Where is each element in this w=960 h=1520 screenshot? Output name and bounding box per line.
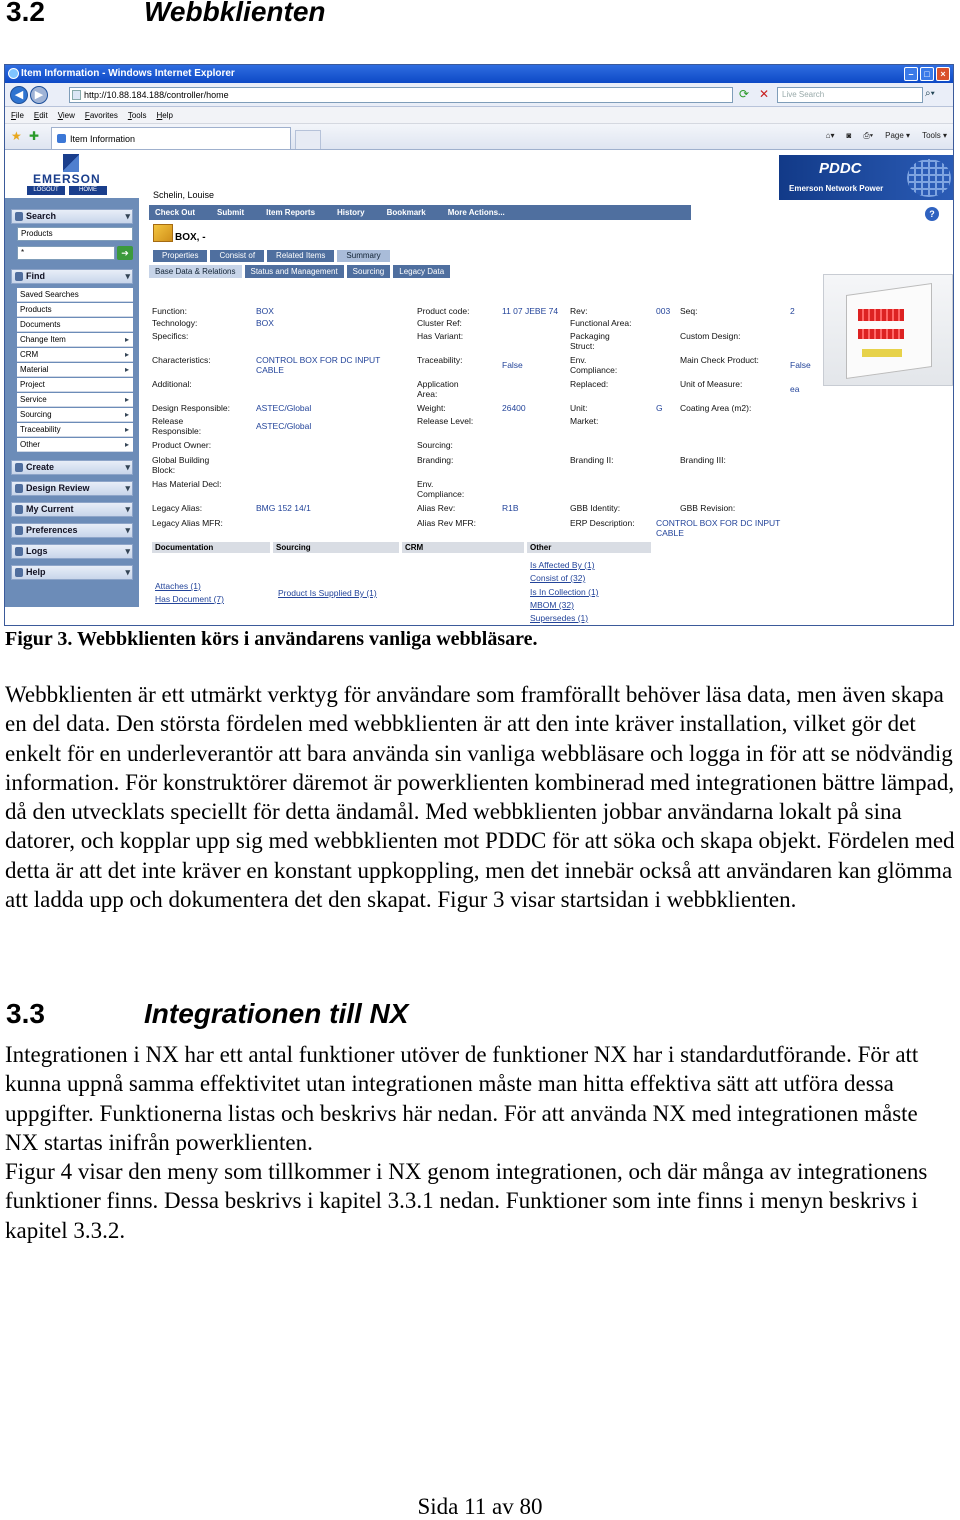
add-favorite-icon[interactable]: ✚	[29, 129, 40, 143]
tab-properties[interactable]: Properties	[153, 250, 207, 262]
pddc-banner	[779, 155, 954, 200]
pddc-subtitle: Emerson Network Power	[789, 184, 884, 193]
brand-name: EMERSON	[33, 172, 101, 186]
ie-icon	[8, 68, 19, 79]
sidebar-item-saved-searches[interactable]: Saved Searches	[17, 288, 133, 302]
section-title: Integrationen till NX	[144, 998, 409, 1029]
back-icon[interactable]: ◀	[10, 86, 28, 104]
field-label: Legacy Alias:	[152, 503, 203, 513]
sidebar-section-find[interactable]: Find ▾	[11, 269, 133, 284]
field-label: ERP Description:	[570, 518, 635, 528]
box-item-icon	[153, 224, 173, 242]
field-label: Has Variant:	[417, 331, 464, 341]
history-button[interactable]: History	[337, 208, 365, 217]
field-label: Struct:	[570, 341, 595, 351]
emerson-mark-icon	[63, 154, 79, 172]
sidebar-item-products[interactable]: Products	[17, 303, 133, 317]
field-label: Compliance:	[570, 365, 618, 375]
subtab-base-data[interactable]: Base Data & Relations	[149, 265, 242, 278]
refresh-icon[interactable]: ⟳	[739, 87, 750, 101]
field-label: Characteristics:	[152, 355, 211, 365]
live-search-input[interactable]: Live Search	[777, 87, 923, 103]
subtab-legacy-data[interactable]: Legacy Data	[393, 265, 450, 278]
help-icon[interactable]: ?	[925, 207, 939, 221]
field-label: Sourcing:	[417, 440, 453, 450]
field-value: False	[790, 360, 811, 370]
link-is-affected-by[interactable]: Is Affected By (1)	[530, 560, 595, 570]
section-crm: CRM	[402, 542, 524, 553]
bookmark-button[interactable]: Bookmark	[386, 208, 426, 217]
item-tabs	[153, 250, 390, 262]
sidebar	[5, 152, 139, 607]
field-value: ASTEC/Global	[256, 403, 312, 413]
emerson-logo	[5, 152, 139, 198]
tab-summary[interactable]: Summary	[337, 250, 389, 262]
menu-view[interactable]: View	[57, 111, 75, 120]
logged-in-user: Schelin, Louise	[153, 190, 215, 200]
address-bar	[5, 83, 953, 107]
link-has-document[interactable]: Has Document (7)	[155, 594, 224, 604]
subtab-sourcing[interactable]: Sourcing	[347, 265, 391, 278]
tab-bar	[5, 124, 953, 150]
item-subtabs	[149, 265, 450, 278]
browser-screenshot	[4, 64, 954, 626]
menu-bar	[5, 107, 953, 124]
sidebar-item-sourcing[interactable]: Sourcing ▸	[17, 408, 133, 422]
body-text-block	[5, 1040, 955, 1245]
field-value: CABLE	[656, 528, 684, 538]
field-value: 2	[790, 306, 795, 316]
menu-tools[interactable]: Tools	[127, 111, 147, 120]
field-label: Specifics:	[152, 331, 189, 341]
field-label: Traceability:	[417, 355, 463, 365]
section-other: Other	[527, 542, 651, 553]
link-attaches[interactable]: Attaches (1)	[155, 581, 201, 591]
page-footer: Sida 11 av 80	[417, 1494, 543, 1519]
field-label: Alias Rev:	[417, 503, 456, 513]
field-label: Additional:	[152, 379, 192, 389]
subtab-status-management[interactable]: Status and Management	[245, 265, 344, 278]
field-value: CONTROL BOX FOR DC INPUT	[256, 355, 381, 365]
feeds-icon[interactable]: ◙	[846, 131, 852, 140]
field-value: BOX	[256, 306, 274, 316]
action-bar	[149, 205, 691, 220]
field-label: Cluster Ref:	[417, 318, 462, 328]
product-terminals-top	[858, 309, 904, 321]
field-label: GBB Revision:	[680, 503, 736, 513]
product-image	[823, 274, 953, 386]
sidebar-item-material[interactable]: Material ▸	[17, 363, 133, 377]
link-is-in-collection[interactable]: Is In Collection (1)	[530, 587, 599, 597]
sidebar-section-help[interactable]: Help ▾	[11, 565, 133, 580]
field-label: GBB Identity:	[570, 503, 621, 513]
window-controls	[904, 67, 950, 81]
field-value: 11 07 JEBE 74	[502, 306, 559, 316]
field-label: Function:	[152, 306, 187, 316]
field-label: Custom Design:	[680, 331, 741, 341]
field-label: Has Material Decl:	[152, 479, 222, 489]
field-label: Block:	[152, 465, 176, 475]
close-icon[interactable]: ×	[936, 67, 950, 81]
field-value: ea	[790, 384, 800, 394]
field-label: Branding III:	[680, 455, 726, 465]
field-label: Functional Area:	[570, 318, 632, 328]
sidebar-section-my-current[interactable]: My Current ▾	[11, 502, 133, 517]
item-reports-button[interactable]: Item Reports	[266, 208, 316, 217]
field-label: Branding:	[417, 455, 454, 465]
check-out-button[interactable]: Check Out	[155, 208, 196, 217]
forward-icon[interactable]: ▶	[30, 86, 48, 104]
link-supersedes[interactable]: Supersedes (1)	[530, 613, 589, 623]
web-content	[5, 152, 954, 626]
section-number: 3.3	[6, 998, 45, 1029]
sidebar-section-search[interactable]: Search ▾	[11, 209, 133, 224]
field-value: BMG 152 14/1	[256, 503, 311, 513]
search-icon[interactable]: ⌕▾	[925, 88, 935, 99]
field-label: Application	[417, 379, 459, 389]
field-label: Env.	[570, 355, 587, 365]
sidebar-item-other[interactable]: Other ▸	[17, 438, 133, 452]
sidebar-item-traceability[interactable]: Traceability ▸	[17, 423, 133, 437]
field-label: Replaced:	[570, 379, 609, 389]
field-label: Coating Area (m2):	[680, 403, 752, 413]
sidebar-section-preferences[interactable]: Preferences ▾	[11, 523, 133, 538]
field-label: Env.	[417, 479, 434, 489]
field-value: CABLE	[256, 365, 284, 375]
stop-icon[interactable]: ✕	[759, 87, 770, 101]
field-label: Product Owner:	[152, 440, 212, 450]
field-label: Unit:	[570, 403, 588, 413]
menu-file[interactable]: File	[11, 111, 24, 120]
page-menu[interactable]: Page ▾	[885, 131, 911, 140]
body-paragraph: Figur 4 visar den meny som tillkommer i NX genom integrationen, och där många av integrationens funktioner finns. Dessa beskrivs i kapitel 3.3.1 nedan. Funktioner som inte finns i menyn beskrivs i kapitel 3.3.2.	[5, 1159, 928, 1243]
new-tab-button[interactable]	[295, 130, 321, 149]
body-paragraph: Webbklienten är ett utmärkt verktyg för användare som framförallt behöver läsa data, men även skapa en del data. Den största fördelen med webbklienten är att den inte kräver installation, vilket gör det enkelt för en underleverantör att bara använda sin vanliga webbläsare och logga in för att se nödvändig information. För konstruktörer däremot är powerklienten kombinerad med integrationen bättre lämpad, då den utvecklats speciellt för detta ändamål. Med webbklienten jobbar användarna lokalt på sina datorer, och kopplar upp sig med webbklienten mot PDDC för att söka och skapa objekt. Fördelen med detta är att det inte kräver en konstant uppkoppling, men det innebär också att användaren kan glömma att ladda upp och dokumentera det den skapat. Figur 3 visar startsidan i webbklienten.	[5, 682, 955, 913]
sidebar-item-service[interactable]: Service ▸	[17, 393, 133, 407]
submit-button[interactable]: Submit	[217, 208, 245, 217]
menu-edit[interactable]: Edit	[33, 111, 48, 120]
sidebar-section-design-review[interactable]: Design Review ▾	[11, 481, 133, 496]
field-label: Seq:	[680, 306, 698, 316]
link-product-supplied-by[interactable]: Product Is Supplied By (1)	[278, 588, 377, 598]
menu-favorites[interactable]: Favorites	[84, 111, 118, 120]
url-text: http://10.88.184.188/controller/home	[84, 90, 229, 100]
window-title: Item Information - Windows Internet Explorer	[21, 68, 235, 79]
field-value: R1B	[502, 503, 519, 513]
maximize-icon[interactable]: □	[920, 67, 934, 81]
logout-button[interactable]: LOGOUT	[27, 186, 65, 195]
sidebar-item-crm[interactable]: CRM ▸	[17, 348, 133, 362]
window-titlebar	[5, 65, 953, 83]
field-value: False	[502, 360, 523, 370]
pddc-title: PDDC	[819, 160, 862, 177]
field-label: Branding II:	[570, 455, 614, 465]
field-value: 003	[656, 306, 671, 316]
field-label: Packaging	[570, 331, 610, 341]
field-label: Rev:	[570, 306, 588, 316]
home-icon[interactable]: ⌂▾	[825, 131, 835, 140]
field-value: G	[656, 403, 663, 413]
field-label: Alias Rev MFR:	[417, 518, 477, 528]
field-label: Weight:	[417, 403, 446, 413]
section-documentation: Documentation	[152, 542, 270, 553]
sidebar-item-change-item[interactable]: Change Item ▸	[17, 333, 133, 347]
minimize-icon[interactable]: –	[904, 67, 918, 81]
field-label: Responsible:	[152, 426, 202, 436]
section-heading-3-3	[6, 998, 408, 1030]
field-label: Compliance:	[417, 489, 465, 499]
home-button[interactable]: HOME	[69, 186, 107, 195]
field-label: Product code:	[417, 306, 470, 316]
field-label: Design Responsible:	[152, 403, 230, 413]
field-label: Technology:	[152, 318, 198, 328]
field-label: Global Building	[152, 455, 210, 465]
favorites-star-icon[interactable]: ★	[11, 129, 22, 143]
section-title: Webbklienten	[144, 0, 326, 27]
field-label: Release	[152, 416, 184, 426]
field-value: 26400	[502, 403, 526, 413]
field-label: Area:	[417, 389, 438, 399]
field-label: Legacy Alias MFR:	[152, 518, 223, 528]
sidebar-section-logs[interactable]: Logs ▾	[11, 544, 133, 559]
tools-menu[interactable]: Tools ▾	[922, 131, 947, 140]
product-terminals-bottom	[862, 349, 902, 357]
search-input[interactable]: *	[17, 246, 115, 260]
sidebar-item-documents[interactable]: Documents	[17, 318, 133, 332]
sidebar-item-project[interactable]: Project	[17, 378, 133, 392]
sidebar-section-create[interactable]: Create ▾	[11, 460, 133, 475]
tab-item-information[interactable]: Item Information	[51, 127, 291, 149]
product-terminals-middle	[858, 329, 904, 339]
field-label: Unit of Measure:	[680, 379, 743, 389]
command-bar	[826, 131, 947, 141]
globe-icon	[907, 159, 951, 197]
section-heading-3-2	[6, 0, 326, 28]
figure-caption: Figur 3. Webbklienten körs i användarens vanliga webbläsare.	[5, 628, 538, 650]
print-icon[interactable]: ⎙▾	[863, 131, 874, 140]
search-scope-select[interactable]: Products	[17, 227, 133, 241]
field-value: BOX	[256, 318, 274, 328]
item-title: BOX, -	[175, 232, 206, 243]
url-input[interactable]	[69, 87, 733, 103]
field-value: CONTROL BOX FOR DC INPUT	[656, 518, 781, 528]
section-number: 3.2	[6, 0, 45, 27]
link-consist-of[interactable]: Consist of (32)	[530, 573, 586, 583]
link-mbom[interactable]: MBOM (32)	[530, 600, 574, 610]
search-go-icon[interactable]: ➔	[117, 246, 133, 260]
section-sourcing: Sourcing	[273, 542, 399, 553]
tab-consist-of[interactable]: Consist of	[210, 250, 264, 262]
tab-related-items[interactable]: Related Items	[267, 250, 334, 262]
field-label: Main Check Product:	[680, 355, 759, 365]
page-icon	[72, 90, 81, 100]
field-value: ASTEC/Global	[256, 421, 312, 431]
menu-help[interactable]: Help	[156, 111, 173, 120]
more-actions-button[interactable]: More Actions...	[447, 208, 505, 217]
field-label: Market:	[570, 416, 599, 426]
field-label: Release Level:	[417, 416, 474, 426]
body-paragraph: Integrationen i NX har ett antal funktioner utöver de funktioner NX har i standardutförande. För att kunna uppnå samma effektivitet utan integrationen måste man hitta effektiva sätt att utföra dessa uppgifter. Funktionerna listas och beskrivs här nedan. För att använda NX med integrationen måste NX startas inifrån powerklienten.	[5, 1042, 919, 1155]
